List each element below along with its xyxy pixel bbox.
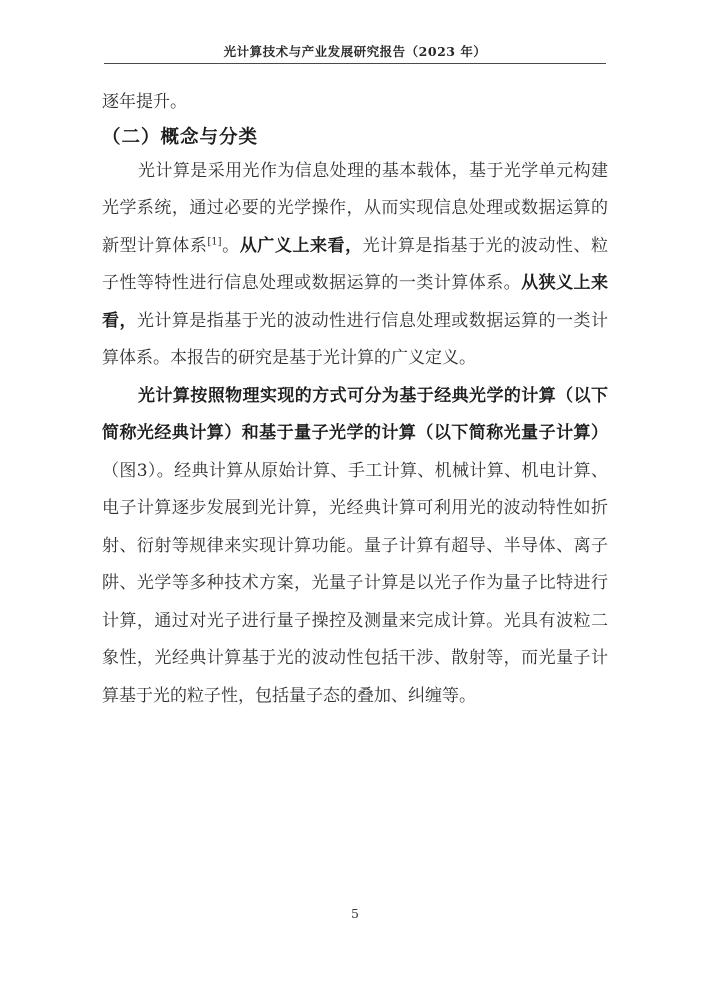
page-header xyxy=(104,44,606,64)
footnote-reference: [1] xyxy=(207,235,222,247)
page-footer xyxy=(0,906,710,922)
text-segment: 从狭义上来看， xyxy=(102,273,609,331)
paragraph-classification xyxy=(102,378,608,716)
text-segment: （图3）。经典计算从原始计算、手工计算、机械计算、机电计算、电子计算逐步发展到光计算，光经典计算可利用光的波动特性如折射、衍射等规律来实现计算功能。量子计算有超导、半导体、离子阱、光学等多种技术方案，光量子计算是以光子作为量子比特进行计算，通过对光子进行量子操控及测量来完成计算。光具有波粒二象性，光经典计算基于光的波动性包括干涉、散射等，而光量子计算基于光的粒子性，包括量子态的叠加、纠缠等。 xyxy=(102,460,608,706)
text-segment: 从广义上来看， xyxy=(239,235,363,256)
page-number: 5 xyxy=(351,906,359,921)
text-segment: 光计算是指基于光的波动性进行信息处理或数据运算的一类计算体系。本报告的研究是基于光计算的广义定义。 xyxy=(102,310,609,368)
paragraph-definition xyxy=(102,153,608,378)
text-segment: 光计算是指基于光的波动性、粒子性等特性进行信息处理或数据运算的一类计算体系。 xyxy=(102,235,609,293)
section-heading: （二）概念与分类 xyxy=(102,126,259,148)
text-segment: 光计算是采用光作为信息处理的基本载体，基于光学单元构建光学系统，通过必要的光学操作，从而实现信息处理或数据运算的新型计算体系 xyxy=(102,160,608,256)
header-title: 光计算技术与产业发展研究报告（2023 年） xyxy=(223,44,487,59)
text-segment: 光计算按照物理实现的方式可分为基于经典光学的计算（以下简称光经典计算）和基于量子光学的计算（以下简称光量子计算） xyxy=(102,385,608,443)
paragraph-continuation: 逐年提升。 xyxy=(102,92,187,112)
page-body xyxy=(102,84,608,715)
text-segment: 。 xyxy=(221,235,240,256)
